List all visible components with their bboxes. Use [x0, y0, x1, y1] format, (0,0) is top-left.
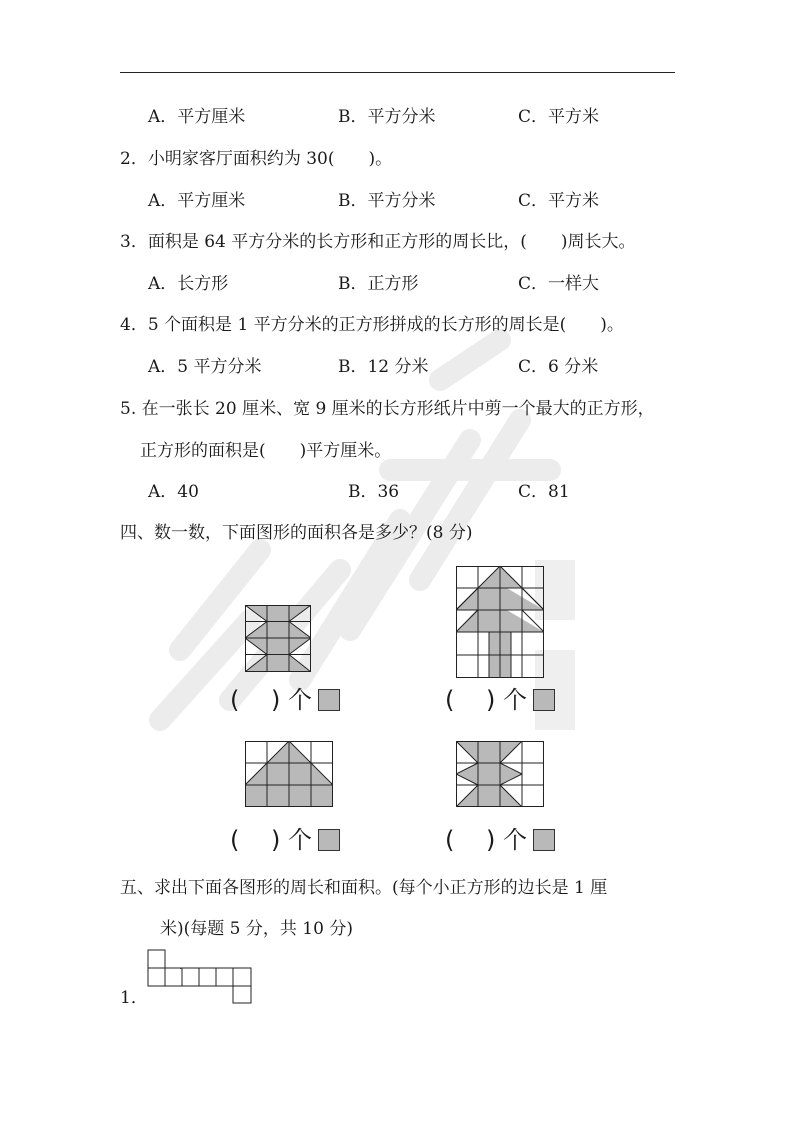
q3-option-b: B．正方形 [338, 274, 419, 294]
section5-title-line2: 米)(每题 5 分，共 10 分) [160, 919, 353, 939]
unit-square-icon [533, 829, 555, 851]
unit-square-icon [318, 829, 340, 851]
q4-option-b: B．12 分米 [338, 357, 429, 377]
q2-option-a: A．平方厘米 [148, 191, 246, 211]
q3-option-c: C．一样大 [518, 274, 600, 294]
q5-option-c: C．81 [518, 482, 570, 502]
q4-stem: 4．5 个面积是 1 平方分米的正方形拼成的长方形的周长是( )。 [120, 315, 624, 335]
section5-dot: . [179, 961, 183, 972]
header-rule [120, 72, 675, 73]
section5-title-line1: 五、求出下面各图形的周长和面积。(每个小正方形的边长是 1 厘 [120, 878, 608, 898]
figure-2-answer: ( ) 个 [445, 686, 555, 714]
figure-1-grid [245, 605, 311, 672]
unit-square-icon [318, 689, 340, 711]
figure-4-answer: ( ) 个 [445, 826, 555, 854]
figure-1-answer: ( ) 个 [230, 686, 340, 714]
q5-stem-line2: 正方形的面积是( )平方厘米。 [140, 441, 392, 461]
figure-3-answer: ( ) 个 [230, 826, 340, 854]
q4-option-a: A．5 平方分米 [148, 357, 262, 377]
figure-3-grid [245, 741, 333, 807]
q2-option-c: C．平方米 [518, 191, 600, 211]
q-prev-option-c: C．平方米 [518, 107, 600, 127]
unit-square-icon [533, 689, 555, 711]
q3-stem: 3．面积是 64 平方分米的长方形和正方形的周长比，( )周长大。 [120, 232, 636, 252]
q5-stem-line1: 5. 在一张长 20 厘米、宽 9 厘米的长方形纸片中剪一个最大的正方形， [120, 399, 655, 419]
section5-item1-label: 1． [120, 988, 148, 1008]
figure-2-grid [456, 566, 544, 678]
q3-option-a: A．长方形 [148, 274, 229, 294]
section5-figure-1 [147, 949, 254, 1004]
q4-option-c: C．6 分米 [518, 357, 599, 377]
figure-4-grid [456, 741, 544, 807]
q-prev-option-a: A．平方厘米 [148, 107, 246, 127]
q5-option-a: A．40 [148, 482, 199, 502]
section4-title: 四、数一数，下面图形的面积各是多少？(8 分) [120, 523, 473, 543]
q2-option-b: B．平方分米 [338, 191, 436, 211]
q-prev-option-b: B．平方分米 [338, 107, 436, 127]
q2-stem: 2．小明家客厅面积约为 30( )。 [120, 149, 393, 169]
q5-option-b: B．36 [348, 482, 400, 502]
